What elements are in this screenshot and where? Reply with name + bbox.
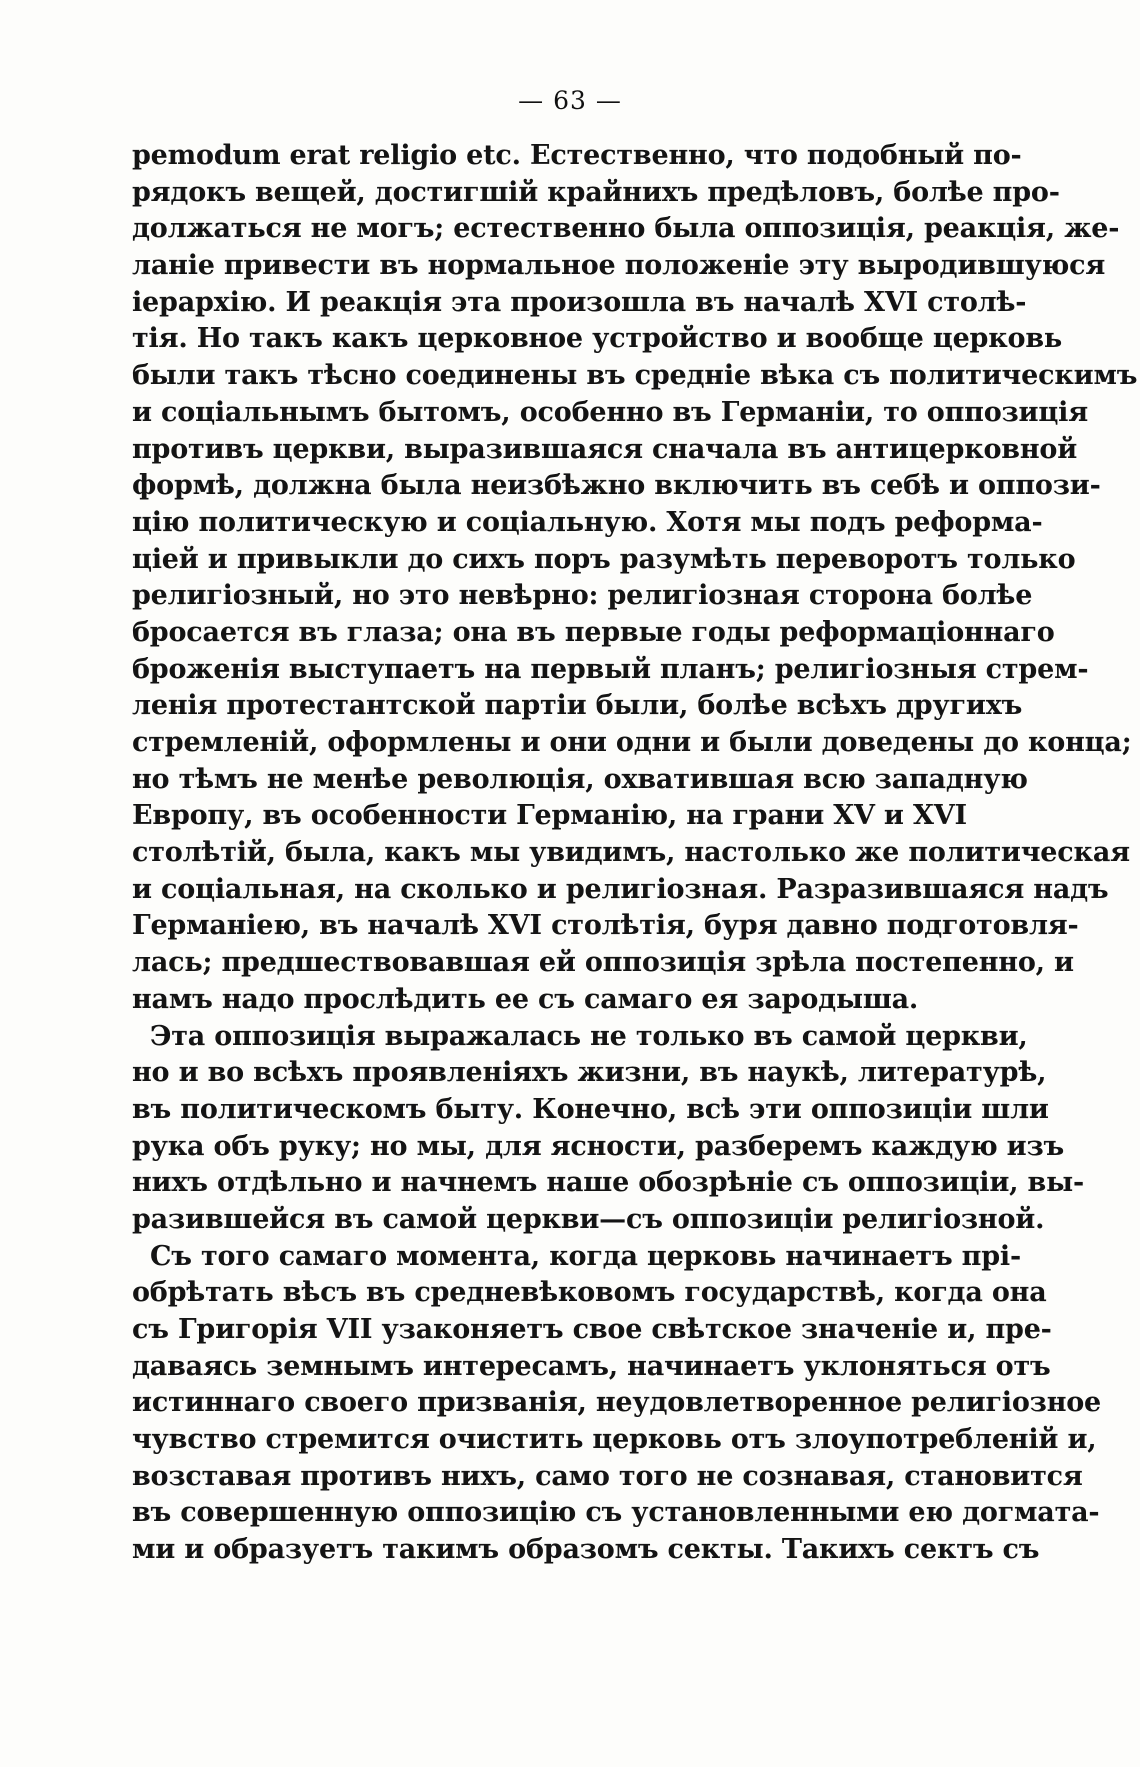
text-line: цію политическую и соціальную. Хотя мы подъ реформа- <box>132 506 1043 538</box>
text-line: Эта оппозиція выражалась не только въ самой церкви, <box>150 1020 1028 1052</box>
text-line: но тѣмъ не менѣе революція, охватившая всю западную <box>132 763 1028 795</box>
text-line: броженія выступаетъ на первый планъ; религіозныя стрем- <box>132 653 1089 685</box>
text-line: іерархію. И реакція эта произошла въ началѣ XVI столѣ- <box>132 286 1027 318</box>
text-line: даваясь земнымъ интересамъ, начинаетъ уклоняться отъ <box>132 1350 1051 1382</box>
text-line: Съ того самаго момента, когда церковь начинаетъ прі- <box>150 1240 1021 1272</box>
text-line: обрѣтать вѣсъ въ средневѣковомъ государствѣ, когда она <box>132 1277 1047 1309</box>
text-line: бросается въ глаза; она въ первые годы реформаціоннаго <box>132 616 1055 648</box>
text-line: возставая противъ нихъ, само того не сознавая, становится <box>132 1460 1083 1492</box>
text-line: и соціальная, на сколько и религіозная. Разразившаяся надъ <box>132 873 1109 905</box>
text-line: съ Григорія VII узаконяетъ свое свѣтское значеніе и, пре- <box>132 1314 1052 1345</box>
text-line: въ совершенную оппозицію съ установленными ею догмата- <box>132 1497 1100 1529</box>
text-line: нихъ отдѣльно и начнемъ наше обозрѣніе съ оппозиціи, вы- <box>132 1167 1084 1199</box>
text-line: должаться не могъ; естественно была оппозиція, реакція, же- <box>132 213 1120 245</box>
text-line: религіозный, но это невѣрно: религіозная сторона болѣе <box>132 580 1033 612</box>
text-line: Германіею, въ началѣ XVI столѣтія, буря давно подготовля- <box>132 910 1079 942</box>
text-line: лась; предшествовавшая ей оппозиція зрѣла постепенно, и <box>132 947 1074 979</box>
text-line: истиннаго своего призванія, неудовлетворенное религіозное <box>132 1387 1102 1419</box>
text-line: противъ церкви, выразившаяся сначала въ антицерковной <box>132 433 1078 465</box>
paragraph <box>132 1019 1084 1239</box>
text-line: ленія протестантской партіи были, болѣе всѣхъ другихъ <box>132 690 1023 722</box>
text-line: рядокъ вещей, достигшій крайнихъ предѣловъ, болѣе про- <box>132 176 1060 208</box>
text-line: ми и образуетъ такимъ образомъ секты. Такихъ сектъ съ <box>132 1534 1040 1566</box>
text-line: и соціальнымъ бытомъ, особенно въ Германіи, то оппозиція <box>132 396 1088 428</box>
text-line: рука объ руку; но мы, для ясности, разберемъ каждую изъ <box>132 1130 1065 1162</box>
text-line: столѣтій, была, какъ мы увидимъ, настолько же политическая <box>132 837 1130 869</box>
page-number: — 63 — <box>518 86 622 115</box>
text-line: стремленій, оформлены и они одни и были доведены до конца; <box>132 727 1132 758</box>
body-text <box>132 138 1138 1569</box>
text-line: но и во всѣхъ проявленіяхъ жизни, въ наукѣ, литературѣ, <box>132 1057 1047 1089</box>
text-line: разившейся въ самой церкви—съ оппозиціи религіозной. <box>132 1203 1045 1235</box>
text-line: намъ надо прослѣдить ее съ самаго ея зародыша. <box>132 983 919 1015</box>
text-line: чувство стремится очистить церковь отъ злоупотребленій и, <box>132 1424 1097 1456</box>
paragraph <box>132 138 1138 1019</box>
text-line: ціей и привыкли до сихъ поръ разумѣть переворотъ только <box>132 543 1076 575</box>
text-line: были такъ тѣсно соединены въ средніе вѣка съ политическимъ <box>132 360 1138 392</box>
paragraph <box>132 1239 1102 1569</box>
text-line: pemodum erat religio etc. Естественно, что подобный по- <box>132 140 1022 171</box>
text-line: въ политическомъ быту. Конечно, всѣ эти оппозиціи шли <box>132 1093 1049 1125</box>
text-line: формѣ, должна была неизбѣжно включить въ себѣ и оппози- <box>132 470 1101 502</box>
text-line: ланіе привести въ нормальное положеніе эту выродившуюся <box>132 250 1106 282</box>
text-line: Европу, въ особенности Германію, на грани XV и XVI <box>132 800 967 832</box>
text-line: тія. Но такъ какъ церковное устройство и вообще церковь <box>132 323 1063 355</box>
